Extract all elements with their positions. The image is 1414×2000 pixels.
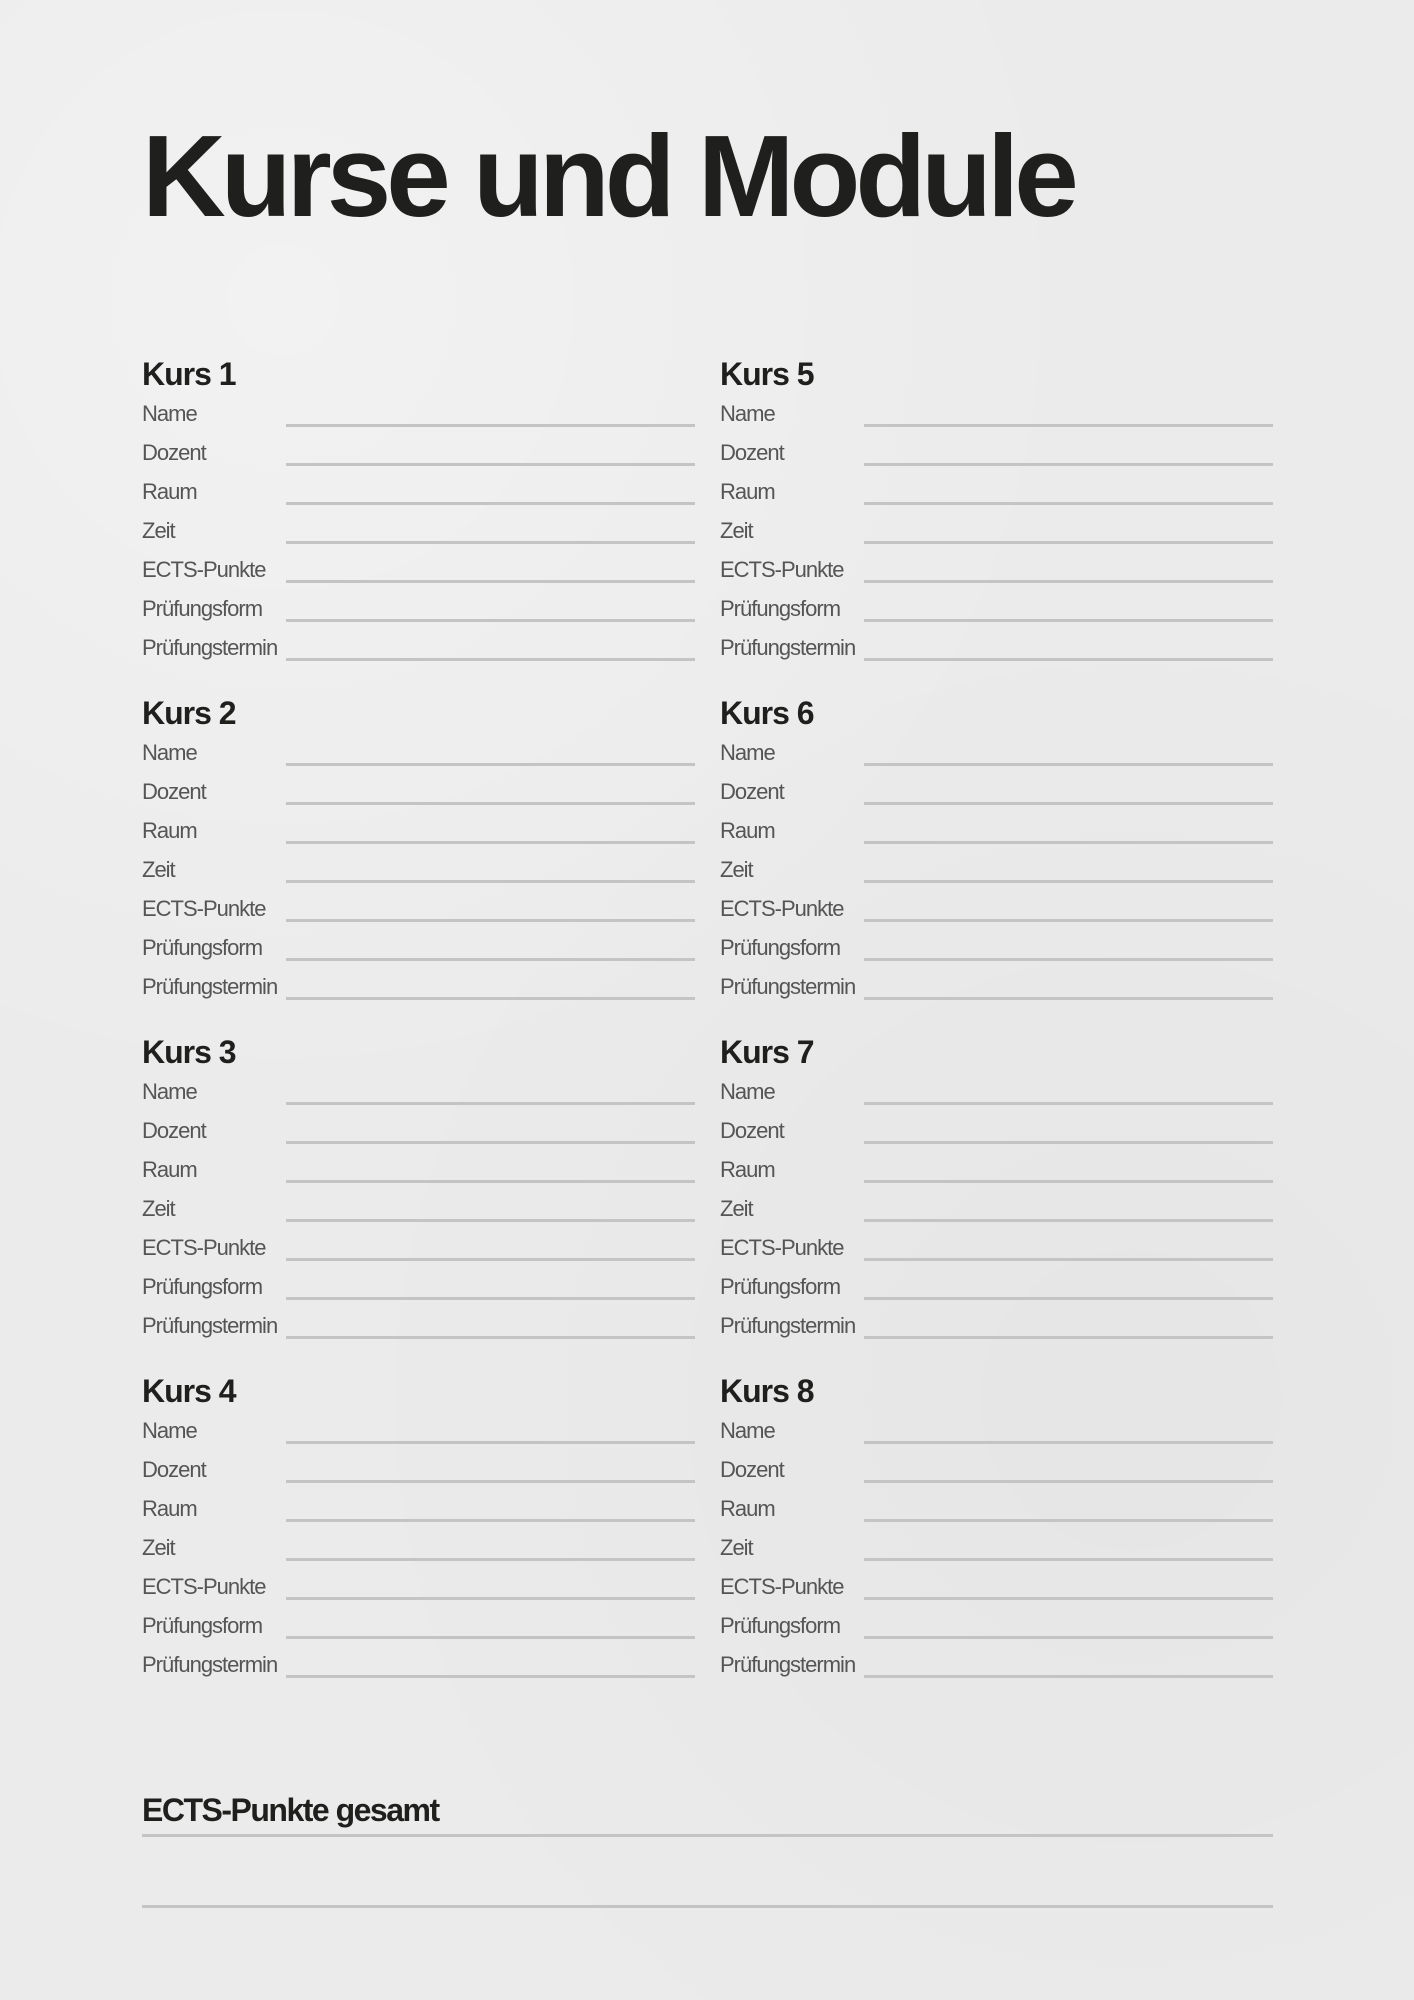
field-label: Prüfungsform bbox=[142, 1274, 263, 1299]
course-field-row bbox=[142, 511, 695, 550]
field-label: Zeit bbox=[142, 518, 175, 543]
field-input-line[interactable] bbox=[286, 1219, 695, 1222]
field-label: Prüfungsform bbox=[720, 1613, 841, 1638]
field-label: Dozent bbox=[142, 1118, 206, 1143]
field-input-line[interactable] bbox=[286, 424, 695, 427]
field-input-line[interactable] bbox=[286, 919, 695, 922]
course-field-row bbox=[142, 628, 695, 667]
field-input-line[interactable] bbox=[864, 1258, 1273, 1261]
field-input-line[interactable] bbox=[864, 1441, 1273, 1444]
field-label: Prüfungstermin bbox=[720, 974, 856, 999]
field-label: Name bbox=[142, 1418, 197, 1443]
field-input-line[interactable] bbox=[864, 1558, 1273, 1561]
course-field-row bbox=[720, 394, 1273, 433]
field-input-line[interactable] bbox=[286, 1441, 695, 1444]
course-field-row bbox=[720, 1228, 1273, 1267]
field-label: Dozent bbox=[142, 1457, 206, 1482]
field-input-line[interactable] bbox=[286, 1480, 695, 1483]
course-field-row bbox=[142, 1450, 695, 1489]
field-input-line[interactable] bbox=[864, 1297, 1273, 1300]
field-label: Raum bbox=[720, 1496, 775, 1521]
field-input-line[interactable] bbox=[286, 541, 695, 544]
field-label: Name bbox=[142, 740, 197, 765]
field-input-line[interactable] bbox=[864, 997, 1273, 1000]
field-input-line[interactable] bbox=[864, 658, 1273, 661]
course-field-row bbox=[720, 1645, 1273, 1684]
field-label: Raum bbox=[142, 479, 197, 504]
field-label: Dozent bbox=[720, 779, 784, 804]
course-title: Kurs 8 bbox=[720, 1373, 814, 1409]
course-block bbox=[142, 695, 695, 1006]
field-input-line[interactable] bbox=[864, 841, 1273, 844]
course-field-row bbox=[142, 1306, 695, 1345]
field-input-line[interactable] bbox=[864, 1597, 1273, 1600]
field-label: Prüfungsform bbox=[720, 935, 841, 960]
field-label: Prüfungstermin bbox=[720, 1313, 856, 1338]
course-title: Kurs 4 bbox=[142, 1373, 236, 1409]
field-label: Zeit bbox=[720, 518, 753, 543]
course-block bbox=[142, 1034, 695, 1345]
field-input-line[interactable] bbox=[864, 1180, 1273, 1183]
field-label: Prüfungsform bbox=[142, 1613, 263, 1638]
course-field-row bbox=[720, 1111, 1273, 1150]
field-input-line[interactable] bbox=[864, 1675, 1273, 1678]
field-label: Zeit bbox=[720, 857, 753, 882]
course-field-row bbox=[720, 1567, 1273, 1606]
course-field-row bbox=[720, 1450, 1273, 1489]
field-input-line[interactable] bbox=[286, 802, 695, 805]
field-input-line[interactable] bbox=[286, 463, 695, 466]
field-label: Zeit bbox=[720, 1196, 753, 1221]
field-label: Raum bbox=[142, 1157, 197, 1182]
field-label: ECTS-Punkte bbox=[720, 1574, 844, 1599]
field-input-line[interactable] bbox=[864, 1336, 1273, 1339]
course-field-row bbox=[720, 928, 1273, 967]
course-field-row bbox=[720, 1267, 1273, 1306]
field-label: Prüfungstermin bbox=[142, 974, 278, 999]
field-label: Name bbox=[720, 1418, 775, 1443]
course-title: Kurs 3 bbox=[142, 1034, 236, 1070]
field-label: Raum bbox=[720, 1157, 775, 1182]
course-field-row bbox=[142, 967, 695, 1006]
field-label: Raum bbox=[142, 818, 197, 843]
field-input-line[interactable] bbox=[286, 502, 695, 505]
field-input-line[interactable] bbox=[864, 619, 1273, 622]
course-field-row bbox=[720, 1606, 1273, 1645]
field-input-line[interactable] bbox=[286, 1519, 695, 1522]
course-field-row bbox=[142, 1189, 695, 1228]
field-label: Zeit bbox=[720, 1535, 753, 1560]
course-field-row bbox=[720, 967, 1273, 1006]
course-field-row bbox=[720, 889, 1273, 928]
field-label: ECTS-Punkte bbox=[720, 557, 844, 582]
field-input-line[interactable] bbox=[286, 580, 695, 583]
course-grid bbox=[142, 356, 1273, 1684]
course-block bbox=[720, 695, 1273, 1006]
field-input-line[interactable] bbox=[286, 1675, 695, 1678]
field-input-line[interactable] bbox=[864, 802, 1273, 805]
field-input-line[interactable] bbox=[286, 1141, 695, 1144]
course-field-row bbox=[142, 928, 695, 967]
field-input-line[interactable] bbox=[864, 958, 1273, 961]
course-field-row bbox=[720, 733, 1273, 772]
course-field-row bbox=[142, 811, 695, 850]
course-field-row bbox=[720, 511, 1273, 550]
field-input-line[interactable] bbox=[864, 1480, 1273, 1483]
field-input-line[interactable] bbox=[864, 502, 1273, 505]
field-label: Prüfungstermin bbox=[142, 1313, 278, 1338]
course-field-row bbox=[142, 394, 695, 433]
course-block bbox=[142, 356, 695, 667]
field-label: Raum bbox=[720, 818, 775, 843]
field-label: Prüfungstermin bbox=[720, 1652, 856, 1677]
field-label: Zeit bbox=[142, 857, 175, 882]
course-title: Kurs 5 bbox=[720, 356, 814, 392]
course-title: Kurs 2 bbox=[142, 695, 236, 731]
field-label: Zeit bbox=[142, 1535, 175, 1560]
course-field-row bbox=[720, 772, 1273, 811]
field-input-line[interactable] bbox=[286, 763, 695, 766]
course-field-row bbox=[142, 1267, 695, 1306]
course-field-row bbox=[142, 850, 695, 889]
field-input-line[interactable] bbox=[286, 841, 695, 844]
field-label: Dozent bbox=[720, 1457, 784, 1482]
course-field-row bbox=[720, 1150, 1273, 1189]
page-title: Kurse und Module bbox=[142, 111, 1074, 241]
field-input-line[interactable] bbox=[864, 580, 1273, 583]
course-title: Kurs 7 bbox=[720, 1034, 814, 1070]
course-title: Kurs 6 bbox=[720, 695, 814, 731]
course-field-row bbox=[720, 1489, 1273, 1528]
ects-total-input-line[interactable] bbox=[142, 1905, 1273, 1908]
field-label: Name bbox=[142, 401, 197, 426]
field-label: Raum bbox=[720, 479, 775, 504]
field-input-line[interactable] bbox=[864, 1141, 1273, 1144]
course-field-row bbox=[142, 733, 695, 772]
field-label: Name bbox=[720, 1079, 775, 1104]
course-block bbox=[720, 1373, 1273, 1684]
course-field-row bbox=[720, 811, 1273, 850]
course-field-row bbox=[142, 1606, 695, 1645]
field-label: Prüfungsform bbox=[720, 596, 841, 621]
course-field-row bbox=[720, 1411, 1273, 1450]
field-label: Dozent bbox=[720, 1118, 784, 1143]
course-field-row bbox=[142, 772, 695, 811]
field-input-line[interactable] bbox=[864, 763, 1273, 766]
course-field-row bbox=[142, 1567, 695, 1606]
course-field-row bbox=[720, 1189, 1273, 1228]
field-input-line[interactable] bbox=[864, 1636, 1273, 1639]
course-field-row bbox=[720, 589, 1273, 628]
field-input-line[interactable] bbox=[286, 1102, 695, 1105]
field-label: ECTS-Punkte bbox=[142, 1235, 266, 1260]
field-input-line[interactable] bbox=[864, 1102, 1273, 1105]
field-input-line[interactable] bbox=[864, 1219, 1273, 1222]
course-block bbox=[720, 1034, 1273, 1345]
course-field-row bbox=[720, 550, 1273, 589]
field-label: Prüfungstermin bbox=[142, 635, 278, 660]
field-label: Prüfungstermin bbox=[142, 1652, 278, 1677]
course-field-row bbox=[720, 1306, 1273, 1345]
course-field-row bbox=[720, 472, 1273, 511]
field-input-line[interactable] bbox=[286, 1297, 695, 1300]
course-field-row bbox=[142, 889, 695, 928]
ects-total-label: ECTS-Punkte gesamt bbox=[142, 1794, 1273, 1837]
field-label: Dozent bbox=[142, 779, 206, 804]
field-input-line[interactable] bbox=[286, 1336, 695, 1339]
field-input-line[interactable] bbox=[286, 1180, 695, 1183]
field-label: ECTS-Punkte bbox=[142, 896, 266, 921]
course-field-row bbox=[142, 1111, 695, 1150]
field-label: Prüfungstermin bbox=[720, 635, 856, 660]
field-label: ECTS-Punkte bbox=[142, 1574, 266, 1599]
course-field-row bbox=[720, 433, 1273, 472]
course-field-row bbox=[720, 628, 1273, 667]
field-input-line[interactable] bbox=[864, 880, 1273, 883]
field-input-line[interactable] bbox=[286, 1597, 695, 1600]
course-field-row bbox=[142, 1645, 695, 1684]
course-field-row bbox=[142, 1228, 695, 1267]
field-input-line[interactable] bbox=[286, 658, 695, 661]
course-field-row bbox=[142, 1150, 695, 1189]
field-input-line[interactable] bbox=[286, 958, 695, 961]
field-label: Prüfungsform bbox=[142, 596, 263, 621]
field-input-line[interactable] bbox=[286, 880, 695, 883]
course-field-row bbox=[142, 1072, 695, 1111]
field-input-line[interactable] bbox=[864, 541, 1273, 544]
course-field-row bbox=[142, 472, 695, 511]
field-label: Name bbox=[142, 1079, 197, 1104]
field-label: Prüfungsform bbox=[142, 935, 263, 960]
course-field-row bbox=[142, 589, 695, 628]
course-field-row bbox=[720, 1528, 1273, 1567]
field-input-line[interactable] bbox=[286, 1258, 695, 1261]
field-input-line[interactable] bbox=[864, 424, 1273, 427]
field-input-line[interactable] bbox=[864, 1519, 1273, 1522]
field-label: Zeit bbox=[142, 1196, 175, 1221]
field-label: Dozent bbox=[142, 440, 206, 465]
course-field-row bbox=[720, 850, 1273, 889]
field-label: Dozent bbox=[720, 440, 784, 465]
course-block bbox=[720, 356, 1273, 667]
ects-total-section bbox=[142, 1794, 1273, 1908]
course-block bbox=[142, 1373, 695, 1684]
course-field-row bbox=[142, 1528, 695, 1567]
field-input-line[interactable] bbox=[864, 463, 1273, 466]
field-label: Name bbox=[720, 401, 775, 426]
course-field-row bbox=[142, 1489, 695, 1528]
course-field-row bbox=[142, 1411, 695, 1450]
field-label: Prüfungsform bbox=[720, 1274, 841, 1299]
field-input-line[interactable] bbox=[286, 619, 695, 622]
field-input-line[interactable] bbox=[864, 919, 1273, 922]
field-input-line[interactable] bbox=[286, 1558, 695, 1561]
field-label: Raum bbox=[142, 1496, 197, 1521]
field-label: Name bbox=[720, 740, 775, 765]
field-label: ECTS-Punkte bbox=[720, 1235, 844, 1260]
course-field-row bbox=[720, 1072, 1273, 1111]
course-field-row bbox=[142, 433, 695, 472]
field-input-line[interactable] bbox=[286, 997, 695, 1000]
field-input-line[interactable] bbox=[286, 1636, 695, 1639]
course-field-row bbox=[142, 550, 695, 589]
field-label: ECTS-Punkte bbox=[142, 557, 266, 582]
course-title: Kurs 1 bbox=[142, 356, 236, 392]
field-label: ECTS-Punkte bbox=[720, 896, 844, 921]
